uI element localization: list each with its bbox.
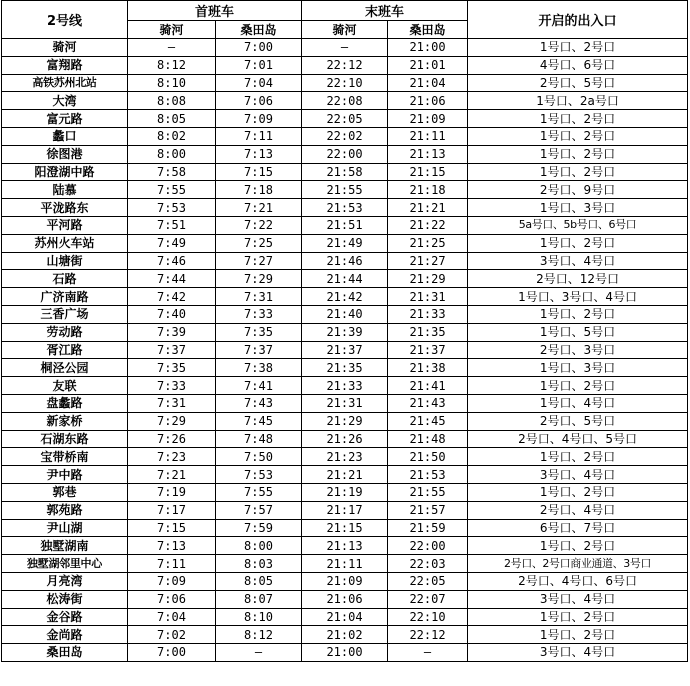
exits-cell: 4号口、6号口 xyxy=(468,56,688,74)
table-row xyxy=(2,110,688,128)
first-train-sangtiandao-cell: 7:57 xyxy=(216,501,302,519)
last-train-sangtiandao-cell: 21:27 xyxy=(388,252,468,270)
exits-header: 开启的出入口 xyxy=(468,1,688,39)
first-train-sangtiandao-cell: 7:25 xyxy=(216,234,302,252)
first-train-sangtiandao-cell: 7:13 xyxy=(216,145,302,163)
last-train-qihe-cell: 21:09 xyxy=(302,572,388,590)
last-train-sangtiandao-cell: 22:05 xyxy=(388,572,468,590)
table-row xyxy=(2,323,688,341)
last-train-qihe-cell: 21:33 xyxy=(302,377,388,395)
last-train-qihe-cell: 21:13 xyxy=(302,537,388,555)
last-train-qihe-cell: 22:08 xyxy=(302,92,388,110)
exits-cell: 2号口、4号口、5号口 xyxy=(468,430,688,448)
last-train-sangtiandao-cell: 22:12 xyxy=(388,626,468,644)
last-train-sangtiandao-cell: 21:15 xyxy=(388,163,468,181)
last-train-sangtiandao-cell: 21:18 xyxy=(388,181,468,199)
table-row xyxy=(2,234,688,252)
table-row xyxy=(2,501,688,519)
station-cell: 桐泾公园 xyxy=(2,359,128,377)
first-train-qihe-cell: 7:23 xyxy=(128,448,216,466)
last-train-qihe-cell: 21:06 xyxy=(302,590,388,608)
first-train-sangtiandao-cell: 7:48 xyxy=(216,430,302,448)
station-cell: 郭巷 xyxy=(2,483,128,501)
last-train-sangtiandao-cell: 21:29 xyxy=(388,270,468,288)
station-cell: 蠡口 xyxy=(2,127,128,145)
last-train-qihe-cell: 21:58 xyxy=(302,163,388,181)
first-train-sangtiandao-cell: 7:21 xyxy=(216,199,302,217)
last-train-sangtiandao-cell: 21:25 xyxy=(388,234,468,252)
first-train-qihe-cell: 7:35 xyxy=(128,359,216,377)
first-train-sangtiandao-cell: – xyxy=(216,644,302,662)
exits-cell: 2号口、4号口、6号口 xyxy=(468,572,688,590)
station-cell: 广济南路 xyxy=(2,288,128,306)
exits-cell: 2号口、5号口 xyxy=(468,412,688,430)
first-train-qihe-cell: 7:13 xyxy=(128,537,216,555)
table-row xyxy=(2,56,688,74)
first-train-sangtiandao-cell: 8:10 xyxy=(216,608,302,626)
station-cell: 月亮湾 xyxy=(2,572,128,590)
exits-cell: 6号口、7号口 xyxy=(468,519,688,537)
table-row xyxy=(2,572,688,590)
last-train-qihe-cell: 21:44 xyxy=(302,270,388,288)
table-row xyxy=(2,270,688,288)
table-row xyxy=(2,537,688,555)
last-train-sangtiandao-cell: 21:38 xyxy=(388,359,468,377)
exits-cell: 3号口、4号口 xyxy=(468,590,688,608)
exits-cell: 5a号口、5b号口、6号口 xyxy=(468,216,688,234)
last-train-qihe-cell: 21:39 xyxy=(302,323,388,341)
last-train-qihe-cell: 21:46 xyxy=(302,252,388,270)
last-train-sangtiandao-cell: 21:55 xyxy=(388,483,468,501)
first-train-sangtiandao-cell: 7:15 xyxy=(216,163,302,181)
last-train-sangtiandao-cell: 21:31 xyxy=(388,288,468,306)
timetable xyxy=(1,0,688,662)
first-train-qihe-cell: 7:55 xyxy=(128,181,216,199)
exits-cell: 1号口、2a号口 xyxy=(468,92,688,110)
station-cell: 富元路 xyxy=(2,110,128,128)
first-train-qihe-cell: 7:53 xyxy=(128,199,216,217)
station-cell: 石路 xyxy=(2,270,128,288)
station-cell: 平泷路东 xyxy=(2,199,128,217)
exits-cell: 1号口、2号口 xyxy=(468,448,688,466)
station-cell: 宝带桥南 xyxy=(2,448,128,466)
last-train-qihe-cell: 21:04 xyxy=(302,608,388,626)
station-cell: 山塘街 xyxy=(2,252,128,270)
last-train-sangtiandao-cell: 21:53 xyxy=(388,466,468,484)
last-train-qihe-cell: 21:55 xyxy=(302,181,388,199)
first-sangtiandao-header: 桑田岛 xyxy=(216,21,302,39)
table-row xyxy=(2,127,688,145)
exits-cell: 2号口、4号口 xyxy=(468,501,688,519)
last-train-sangtiandao-cell: 21:13 xyxy=(388,145,468,163)
first-train-qihe-cell: 7:31 xyxy=(128,394,216,412)
table-row xyxy=(2,359,688,377)
table-row xyxy=(2,412,688,430)
last-train-qihe-cell: 22:10 xyxy=(302,74,388,92)
last-train-qihe-cell: 21:53 xyxy=(302,199,388,217)
first-train-sangtiandao-cell: 7:35 xyxy=(216,323,302,341)
table-row xyxy=(2,199,688,217)
exits-cell: 1号口、2号口 xyxy=(468,377,688,395)
table-row xyxy=(2,626,688,644)
station-cell: 骑河 xyxy=(2,39,128,57)
last-train-sangtiandao-cell: 21:11 xyxy=(388,127,468,145)
first-train-sangtiandao-cell: 7:41 xyxy=(216,377,302,395)
station-cell: 平河路 xyxy=(2,216,128,234)
exits-cell: 1号口、2号口 xyxy=(468,537,688,555)
exits-cell: 1号口、2号口 xyxy=(468,163,688,181)
last-train-qihe-cell: 21:31 xyxy=(302,394,388,412)
station-cell: 友联 xyxy=(2,377,128,395)
first-train-qihe-cell: 7:40 xyxy=(128,305,216,323)
first-train-sangtiandao-cell: 7:01 xyxy=(216,56,302,74)
table-row xyxy=(2,448,688,466)
table-row xyxy=(2,341,688,359)
first-train-sangtiandao-cell: 7:18 xyxy=(216,181,302,199)
first-train-qihe-cell: 7:19 xyxy=(128,483,216,501)
table-row xyxy=(2,590,688,608)
first-train-header: 首班车 xyxy=(128,1,302,21)
last-train-sangtiandao-cell: 21:01 xyxy=(388,56,468,74)
first-train-sangtiandao-cell: 7:53 xyxy=(216,466,302,484)
first-train-sangtiandao-cell: 8:07 xyxy=(216,590,302,608)
last-train-sangtiandao-cell: 21:59 xyxy=(388,519,468,537)
exits-cell: 3号口、4号口 xyxy=(468,466,688,484)
station-cell: 富翔路 xyxy=(2,56,128,74)
last-train-sangtiandao-cell: 21:21 xyxy=(388,199,468,217)
first-train-sangtiandao-cell: 7:11 xyxy=(216,127,302,145)
first-train-qihe-cell: 7:17 xyxy=(128,501,216,519)
last-train-qihe-cell: – xyxy=(302,39,388,57)
first-train-qihe-cell: 7:46 xyxy=(128,252,216,270)
last-train-qihe-cell: 21:21 xyxy=(302,466,388,484)
first-train-qihe-cell: 7:21 xyxy=(128,466,216,484)
first-train-sangtiandao-cell: 7:43 xyxy=(216,394,302,412)
first-train-qihe-cell: 7:49 xyxy=(128,234,216,252)
station-cell: 大湾 xyxy=(2,92,128,110)
last-qihe-header: 骑河 xyxy=(302,21,388,39)
first-train-qihe-cell: 7:42 xyxy=(128,288,216,306)
first-train-qihe-cell: 7:04 xyxy=(128,608,216,626)
exits-cell: 1号口、2号口 xyxy=(468,608,688,626)
last-train-sangtiandao-cell: – xyxy=(388,644,468,662)
table-row xyxy=(2,74,688,92)
last-train-qihe-cell: 21:35 xyxy=(302,359,388,377)
station-cell: 三香广场 xyxy=(2,305,128,323)
exits-cell: 3号口、4号口 xyxy=(468,644,688,662)
last-train-qihe-cell: 22:00 xyxy=(302,145,388,163)
last-train-qihe-cell: 21:15 xyxy=(302,519,388,537)
table-row xyxy=(2,252,688,270)
first-train-qihe-cell: 7:37 xyxy=(128,341,216,359)
first-train-qihe-cell: 8:12 xyxy=(128,56,216,74)
station-cell: 桑田岛 xyxy=(2,644,128,662)
last-train-sangtiandao-cell: 21:41 xyxy=(388,377,468,395)
last-train-qihe-cell: 21:23 xyxy=(302,448,388,466)
last-train-qihe-cell: 21:42 xyxy=(302,288,388,306)
station-cell: 苏州火车站 xyxy=(2,234,128,252)
station-cell: 金谷路 xyxy=(2,608,128,626)
first-train-qihe-cell: 7:06 xyxy=(128,590,216,608)
table-row xyxy=(2,430,688,448)
last-train-sangtiandao-cell: 21:43 xyxy=(388,394,468,412)
first-train-qihe-cell: 7:02 xyxy=(128,626,216,644)
exits-cell: 1号口、2号口 xyxy=(468,234,688,252)
last-train-sangtiandao-cell: 21:50 xyxy=(388,448,468,466)
first-train-qihe-cell: 8:05 xyxy=(128,110,216,128)
line-header: 2号线 xyxy=(2,1,128,39)
exits-cell: 1号口、2号口 xyxy=(468,110,688,128)
last-train-qihe-cell: 21:49 xyxy=(302,234,388,252)
last-train-qihe-cell: 21:19 xyxy=(302,483,388,501)
station-cell: 石湖东路 xyxy=(2,430,128,448)
last-train-sangtiandao-cell: 21:22 xyxy=(388,216,468,234)
station-cell: 徐图港 xyxy=(2,145,128,163)
last-train-qihe-cell: 21:37 xyxy=(302,341,388,359)
last-train-sangtiandao-cell: 22:00 xyxy=(388,537,468,555)
first-train-qihe-cell: 7:00 xyxy=(128,644,216,662)
last-train-sangtiandao-cell: 21:45 xyxy=(388,412,468,430)
first-train-sangtiandao-cell: 7:45 xyxy=(216,412,302,430)
first-train-sangtiandao-cell: 7:31 xyxy=(216,288,302,306)
last-train-qihe-cell: 21:26 xyxy=(302,430,388,448)
table-row xyxy=(2,555,688,573)
exits-cell: 2号口、2号口商业通道、3号口 xyxy=(468,555,688,573)
first-train-qihe-cell: 7:33 xyxy=(128,377,216,395)
first-train-qihe-cell: 7:39 xyxy=(128,323,216,341)
first-qihe-header: 骑河 xyxy=(128,21,216,39)
exits-cell: 3号口、4号口 xyxy=(468,252,688,270)
last-train-qihe-cell: 21:02 xyxy=(302,626,388,644)
first-train-sangtiandao-cell: 7:04 xyxy=(216,74,302,92)
exits-cell: 2号口、3号口 xyxy=(468,341,688,359)
last-train-qihe-cell: 22:12 xyxy=(302,56,388,74)
first-train-sangtiandao-cell: 7:00 xyxy=(216,39,302,57)
last-train-sangtiandao-cell: 21:37 xyxy=(388,341,468,359)
last-train-sangtiandao-cell: 21:33 xyxy=(388,305,468,323)
station-cell: 松涛街 xyxy=(2,590,128,608)
table-row xyxy=(2,483,688,501)
table-row xyxy=(2,608,688,626)
table-row xyxy=(2,92,688,110)
station-cell: 劳动路 xyxy=(2,323,128,341)
exits-cell: 1号口、2号口 xyxy=(468,127,688,145)
exits-cell: 1号口、5号口 xyxy=(468,323,688,341)
last-train-qihe-cell: 21:51 xyxy=(302,216,388,234)
table-row xyxy=(2,305,688,323)
last-train-sangtiandao-cell: 21:09 xyxy=(388,110,468,128)
table-row xyxy=(2,181,688,199)
table-row xyxy=(2,519,688,537)
first-train-sangtiandao-cell: 8:12 xyxy=(216,626,302,644)
station-cell: 尹中路 xyxy=(2,466,128,484)
first-train-qihe-cell: – xyxy=(128,39,216,57)
exits-cell: 1号口、2号口 xyxy=(468,626,688,644)
table-row xyxy=(2,216,688,234)
first-train-sangtiandao-cell: 7:27 xyxy=(216,252,302,270)
exits-cell: 1号口、2号口 xyxy=(468,39,688,57)
first-train-sangtiandao-cell: 7:38 xyxy=(216,359,302,377)
station-cell: 盘蠡路 xyxy=(2,394,128,412)
last-train-qihe-cell: 22:02 xyxy=(302,127,388,145)
first-train-sangtiandao-cell: 8:05 xyxy=(216,572,302,590)
first-train-sangtiandao-cell: 7:29 xyxy=(216,270,302,288)
last-train-qihe-cell: 22:05 xyxy=(302,110,388,128)
exits-cell: 2号口、5号口 xyxy=(468,74,688,92)
station-cell: 胥江路 xyxy=(2,341,128,359)
last-train-qihe-cell: 21:40 xyxy=(302,305,388,323)
first-train-qihe-cell: 7:11 xyxy=(128,555,216,573)
last-train-sangtiandao-cell: 22:10 xyxy=(388,608,468,626)
first-train-sangtiandao-cell: 7:59 xyxy=(216,519,302,537)
first-train-qihe-cell: 8:10 xyxy=(128,74,216,92)
first-train-qihe-cell: 7:09 xyxy=(128,572,216,590)
first-train-qihe-cell: 7:29 xyxy=(128,412,216,430)
table-row xyxy=(2,377,688,395)
table-row xyxy=(2,163,688,181)
first-train-sangtiandao-cell: 8:03 xyxy=(216,555,302,573)
last-train-qihe-cell: 21:29 xyxy=(302,412,388,430)
last-train-sangtiandao-cell: 22:03 xyxy=(388,555,468,573)
last-train-sangtiandao-cell: 21:00 xyxy=(388,39,468,57)
last-train-sangtiandao-cell: 21:06 xyxy=(388,92,468,110)
first-train-qihe-cell: 7:51 xyxy=(128,216,216,234)
last-train-sangtiandao-cell: 22:07 xyxy=(388,590,468,608)
last-train-qihe-cell: 21:17 xyxy=(302,501,388,519)
station-cell: 陆慕 xyxy=(2,181,128,199)
first-train-sangtiandao-cell: 8:00 xyxy=(216,537,302,555)
station-cell: 独墅湖南 xyxy=(2,537,128,555)
first-train-qihe-cell: 8:00 xyxy=(128,145,216,163)
station-cell: 阳澄湖中路 xyxy=(2,163,128,181)
station-cell: 尹山湖 xyxy=(2,519,128,537)
first-train-sangtiandao-cell: 7:22 xyxy=(216,216,302,234)
exits-cell: 2号口、9号口 xyxy=(468,181,688,199)
first-train-sangtiandao-cell: 7:37 xyxy=(216,341,302,359)
table-row xyxy=(2,394,688,412)
first-train-qihe-cell: 8:08 xyxy=(128,92,216,110)
first-train-sangtiandao-cell: 7:33 xyxy=(216,305,302,323)
last-train-header: 末班车 xyxy=(302,1,468,21)
first-train-qihe-cell: 8:02 xyxy=(128,127,216,145)
last-sangtiandao-header: 桑田岛 xyxy=(388,21,468,39)
last-train-sangtiandao-cell: 21:04 xyxy=(388,74,468,92)
table-row xyxy=(2,145,688,163)
first-train-sangtiandao-cell: 7:09 xyxy=(216,110,302,128)
table-row xyxy=(2,466,688,484)
timetable-body xyxy=(2,39,688,662)
exits-cell: 1号口、3号口 xyxy=(468,359,688,377)
exits-cell: 1号口、4号口 xyxy=(468,394,688,412)
station-cell: 金尚路 xyxy=(2,626,128,644)
station-cell: 郭苑路 xyxy=(2,501,128,519)
station-cell: 高铁苏州北站 xyxy=(2,74,128,92)
last-train-sangtiandao-cell: 21:48 xyxy=(388,430,468,448)
last-train-qihe-cell: 21:00 xyxy=(302,644,388,662)
last-train-sangtiandao-cell: 21:35 xyxy=(388,323,468,341)
table-row xyxy=(2,644,688,662)
last-train-sangtiandao-cell: 21:57 xyxy=(388,501,468,519)
exits-cell: 1号口、3号口 xyxy=(468,199,688,217)
exits-cell: 1号口、2号口 xyxy=(468,145,688,163)
first-train-sangtiandao-cell: 7:06 xyxy=(216,92,302,110)
exits-cell: 1号口、2号口 xyxy=(468,305,688,323)
exits-cell: 2号口、12号口 xyxy=(468,270,688,288)
first-train-qihe-cell: 7:58 xyxy=(128,163,216,181)
station-cell: 新家桥 xyxy=(2,412,128,430)
last-train-qihe-cell: 21:11 xyxy=(302,555,388,573)
table-row xyxy=(2,288,688,306)
exits-cell: 1号口、2号口 xyxy=(468,483,688,501)
first-train-sangtiandao-cell: 7:50 xyxy=(216,448,302,466)
first-train-qihe-cell: 7:44 xyxy=(128,270,216,288)
station-cell: 独墅湖邻里中心 xyxy=(2,555,128,573)
first-train-qihe-cell: 7:15 xyxy=(128,519,216,537)
first-train-sangtiandao-cell: 7:55 xyxy=(216,483,302,501)
table-row xyxy=(2,39,688,57)
first-train-qihe-cell: 7:26 xyxy=(128,430,216,448)
exits-cell: 1号口、3号口、4号口 xyxy=(468,288,688,306)
